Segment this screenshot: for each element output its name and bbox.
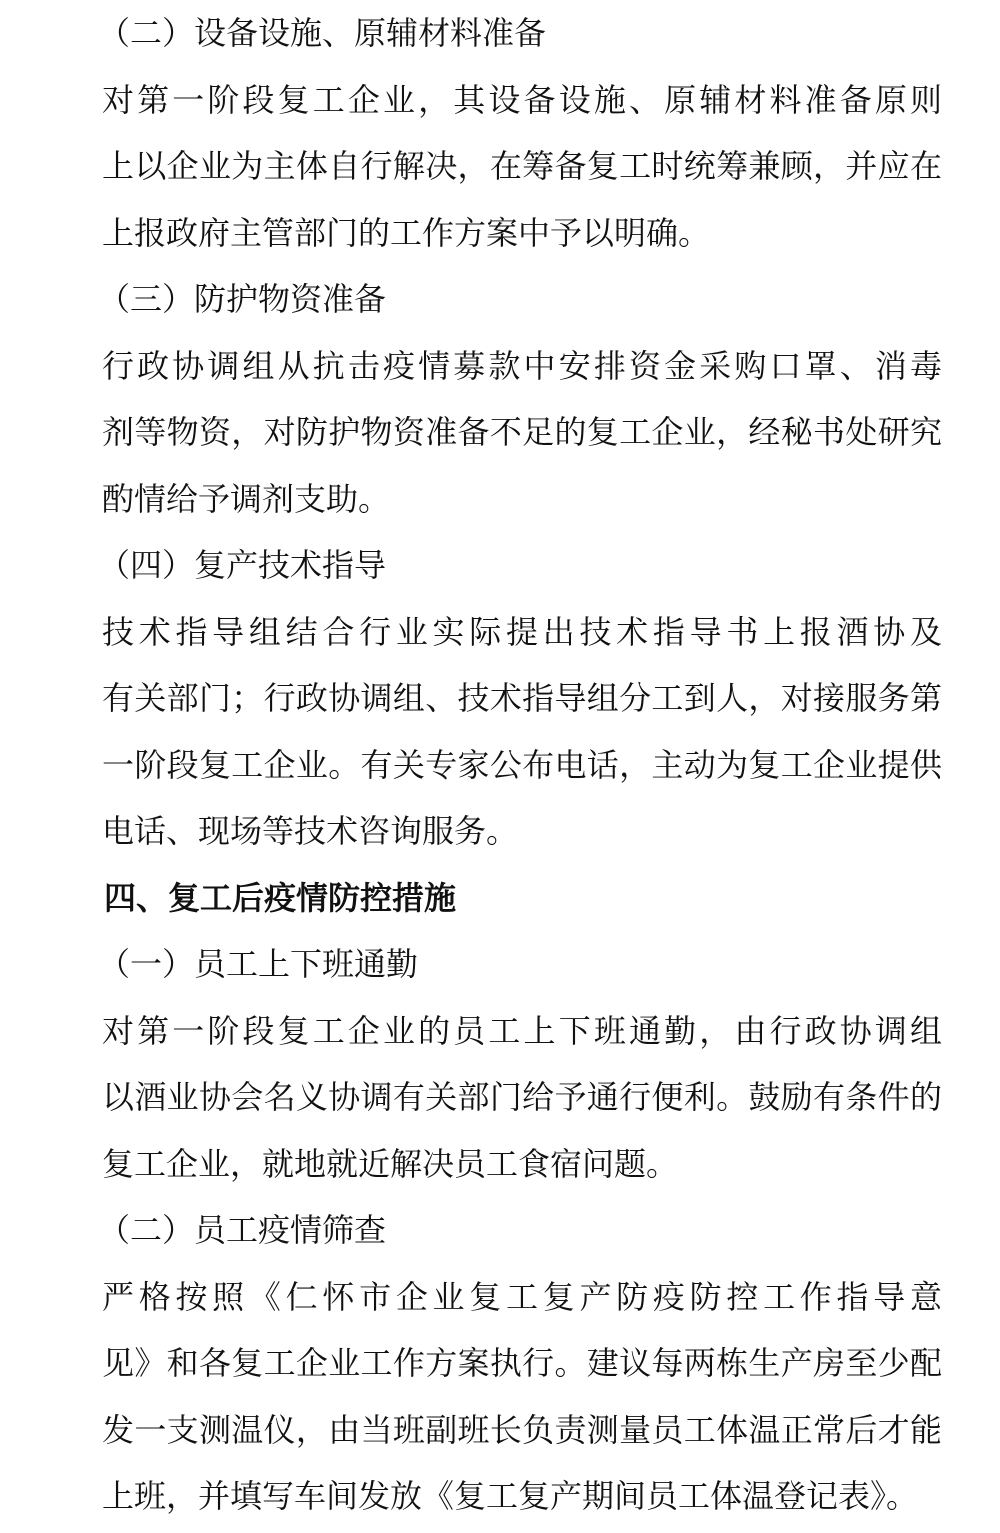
paragraph-line: 发一支测温仪，由当班副班长负责测量员工体温正常后才能: [102, 1410, 942, 1449]
paragraph-line: 上班，并填写车间发放《复工复产期间员工体温登记表》。: [102, 1477, 919, 1515]
paragraph-technical-guidance: [34, 599, 942, 865]
main-heading-epidemic-control: 四、复工后疫情防控措施: [104, 878, 457, 917]
section-heading-technical-guidance: （四）复产技术指导: [98, 546, 387, 584]
section-heading-equipment: （二）设备设施、原辅材料准备: [98, 14, 547, 52]
paragraph-line: 有关部门；行政协调组、技术指导组分工到人，对接服务第: [102, 679, 942, 717]
paragraph-commute: [34, 998, 942, 1198]
paragraph-line: 对第一阶段复工企业，其设备设施、原辅材料准备原则: [102, 80, 942, 119]
paragraph-line: 严格按照《仁怀市企业复工复产防疫防控工作指导意: [102, 1277, 942, 1316]
paragraph-line: 对第一阶段复工企业的员工上下班通勤，由行政协调组: [102, 1011, 942, 1050]
paragraph-line: 技术指导组结合行业实际提出技术指导书上报酒协及: [102, 612, 942, 651]
paragraph-protective-supplies: [34, 333, 942, 533]
paragraph-line: 剂等物资，对防护物资准备不足的复工企业，经秘书处研究: [102, 413, 942, 451]
paragraph-line: 酌情给予调剂支助。: [102, 479, 391, 518]
section-heading-protective-supplies: （三）防护物资准备: [98, 280, 387, 318]
paragraph-line: 复工企业，就地就近解决员工食宿问题。: [102, 1144, 679, 1183]
section-heading-commute: （一）员工上下班通勤: [98, 945, 419, 983]
paragraph-line: 以酒业协会名义协调有关部门给予通行便利。鼓励有条件的: [102, 1078, 942, 1116]
paragraph-line: 一阶段复工企业。有关专家公布电话，主动为复工企业提供: [102, 745, 942, 784]
document-page: [34, 0, 942, 1530]
paragraph-line: 见》和各复工企业工作方案执行。建议每两栋生产房至少配: [102, 1344, 942, 1382]
paragraph-screening: [34, 1264, 942, 1530]
paragraph-line: 上以企业为主体自行解决，在筹备复工时统筹兼顾，并应在: [102, 147, 942, 185]
paragraph-line: 上报政府主管部门的工作方案中予以明确。: [102, 213, 711, 252]
section-heading-screening: （二）员工疫情筛查: [98, 1211, 387, 1249]
paragraph-line: 电话、现场等技术咨询服务。: [102, 812, 519, 850]
paragraph-equipment: [34, 67, 942, 267]
paragraph-line: 行政协调组从抗击疫情募款中安排资金采购口罩、消毒: [102, 346, 942, 385]
